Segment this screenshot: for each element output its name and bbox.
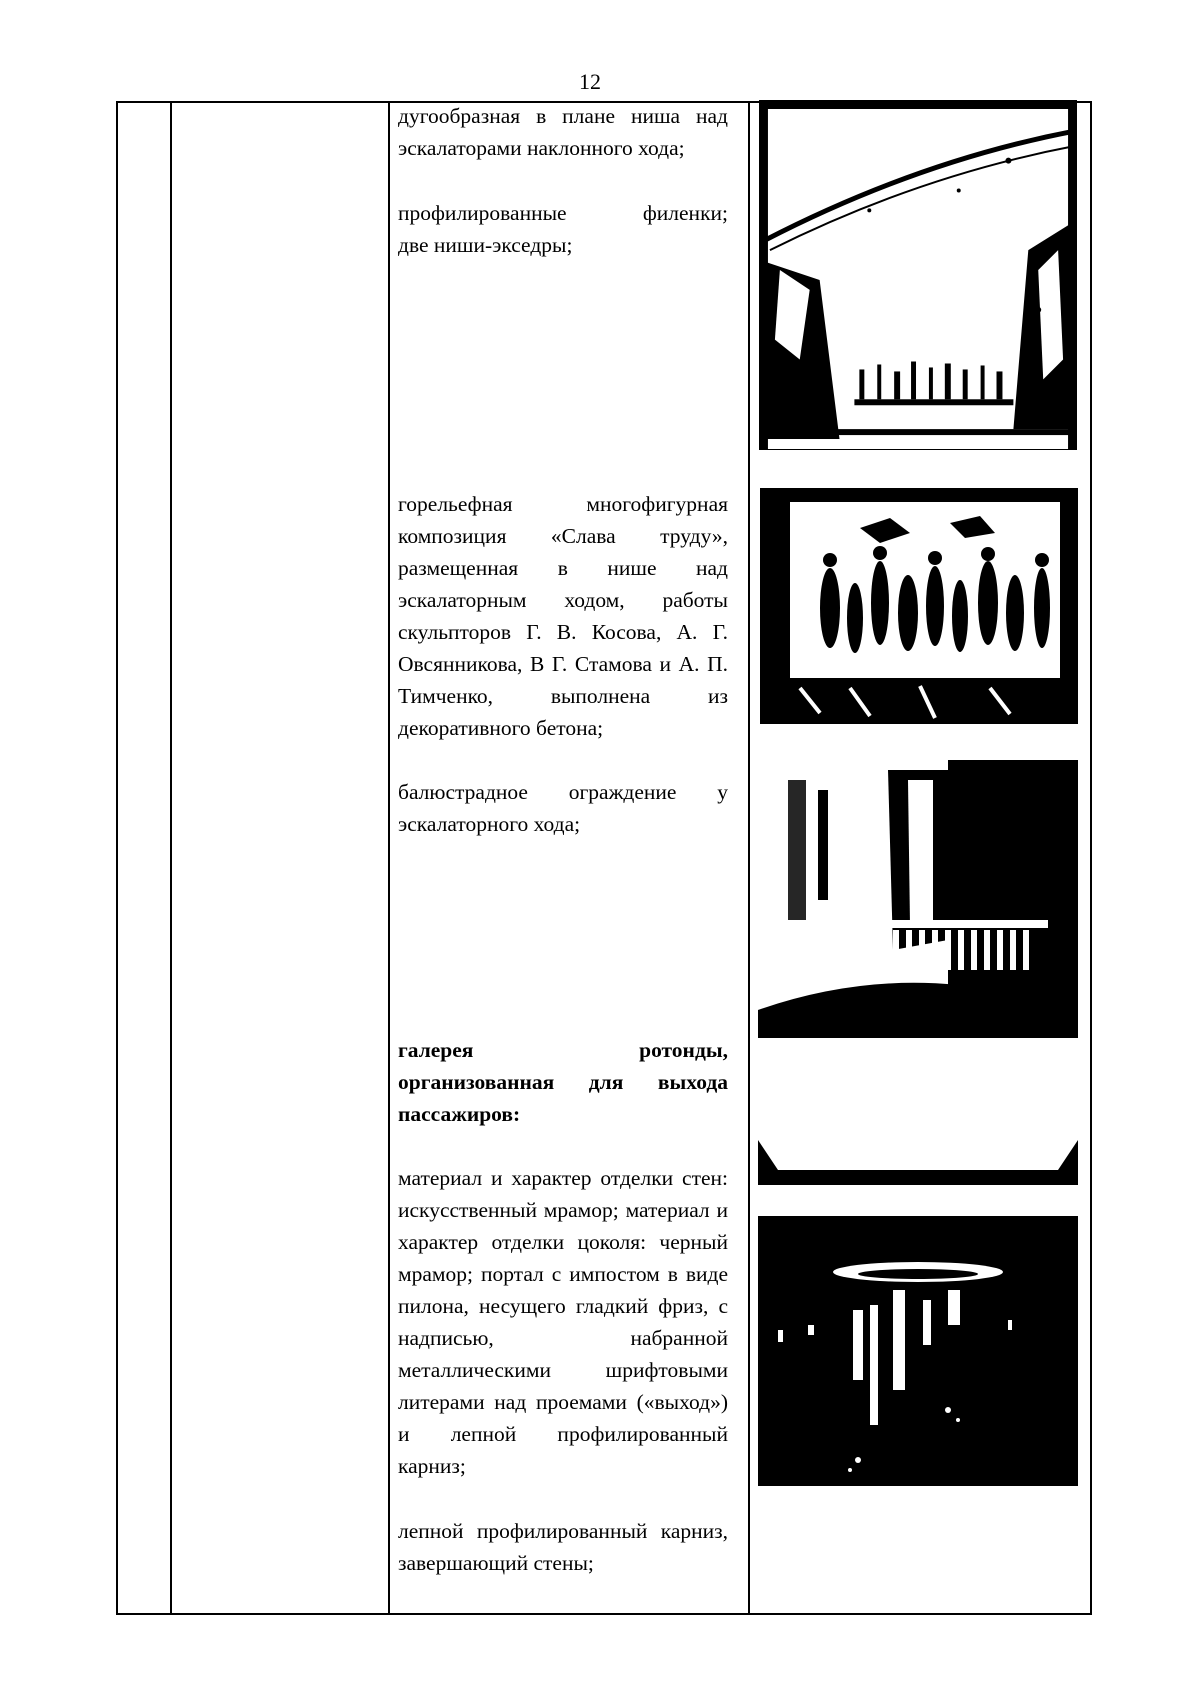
text-line: две ниши-экседры; [398, 233, 573, 257]
relief-composition-photo [760, 488, 1078, 724]
balustrade-photo [758, 760, 1078, 1038]
paragraph: балюстрадное ограждение у эскалаторного хода; [398, 780, 728, 836]
paragraph: материал и характер отделки стен: искусственный мрамор; материал и характер отделки цоколя: черный мрамор; портал с импостом в виде пилона, несущего гладкий фриз, с надписью, набранной металлическими шрифтовыми литерами над проемами («выход») и лепной профилированный карниз; [398, 1166, 728, 1478]
element-description-2 [398, 197, 728, 261]
element-description-5 [398, 1162, 728, 1482]
page-number: 12 [579, 69, 601, 94]
element-description-4 [398, 776, 728, 840]
paragraph: галерея ротонды, организованная для выхода пассажиров: [398, 1038, 728, 1126]
rotunda-gallery-photo [758, 1140, 1078, 1486]
element-description-3 [398, 488, 728, 744]
text-line: дугообразная в плане ниша над [398, 104, 728, 128]
paragraph: горельефная многофигурная композиция «Слава труду», размещенная в нише над эскалаторным ходом, работы скульпторов Г. В. Косова, А. Г. Овсянникова, В Г. Стамова и А. П. Тимченко, выполнена из декоративного бетона; [398, 492, 728, 740]
text-line: эскалаторами наклонного хода; [398, 136, 685, 160]
section-heading [398, 1034, 728, 1130]
element-description-6 [398, 1515, 728, 1579]
column-divider-2 [388, 103, 390, 1613]
column-divider-3 [748, 103, 750, 1613]
niche-ceiling-photo [759, 100, 1077, 450]
element-description-1 [398, 100, 728, 164]
column-divider-1 [170, 103, 172, 1613]
paragraph: лепной профилированный карниз, завершающий стены; [398, 1519, 728, 1575]
text-line: профилированные филенки; [398, 201, 728, 225]
